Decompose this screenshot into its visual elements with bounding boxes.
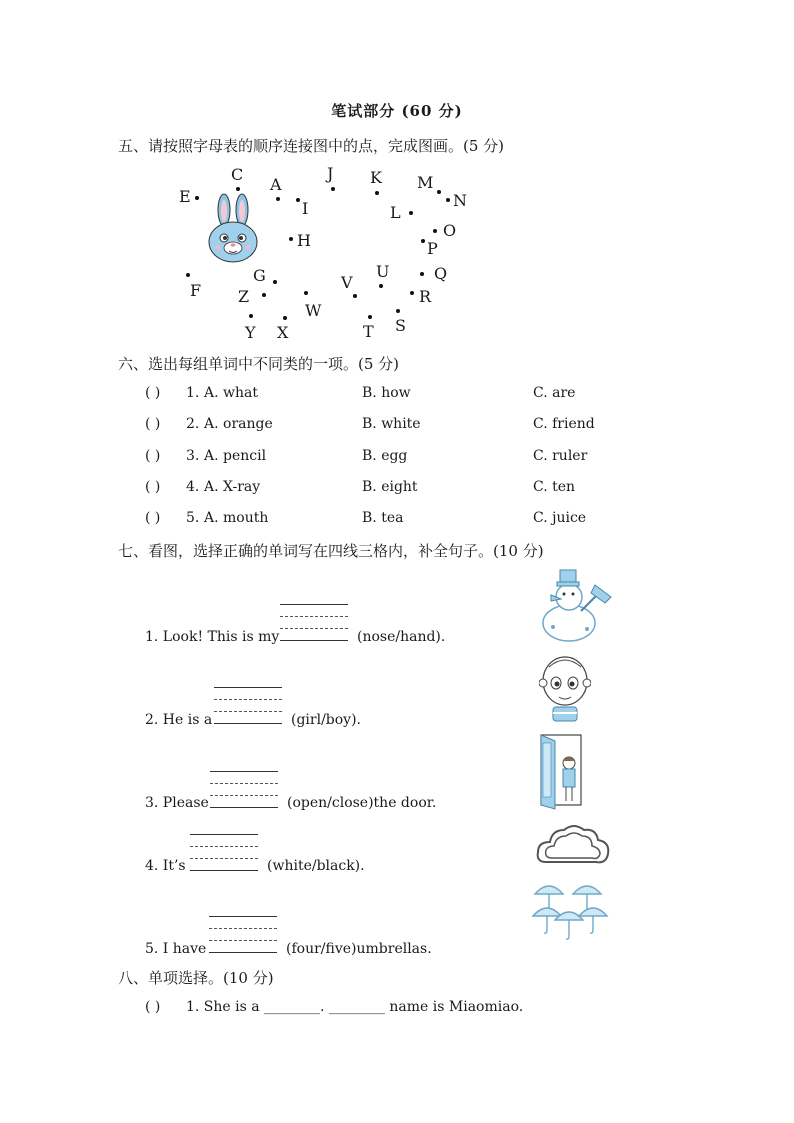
- option-c: C. friend: [533, 416, 595, 432]
- option-a: A. orange: [204, 416, 273, 432]
- answer-paren[interactable]: ( ): [145, 999, 161, 1015]
- word-choice: (white/black).: [267, 858, 365, 874]
- dot-T: [368, 315, 372, 319]
- option-a: A. what: [204, 385, 258, 401]
- dot-M: [437, 190, 441, 194]
- word-choice: (four/five)umbrellas.: [286, 941, 432, 957]
- word-choice: (nose/hand).: [357, 629, 446, 645]
- letter-A: A: [270, 175, 282, 194]
- letter-Y: Y: [245, 323, 256, 342]
- dot-R: [410, 291, 414, 295]
- letter-P: P: [427, 239, 438, 258]
- letter-Q: Q: [434, 264, 448, 283]
- word-choice: (girl/boy).: [291, 712, 361, 728]
- cloud-icon: [534, 818, 612, 870]
- dot-A: [276, 197, 280, 201]
- four-line-writing-box[interactable]: [190, 834, 258, 870]
- dot-O: [433, 229, 437, 233]
- letter-F: F: [190, 281, 202, 300]
- sentence-prefix: 5. I have: [145, 941, 207, 957]
- dot-N: [446, 198, 450, 202]
- option-b: B. white: [362, 416, 421, 432]
- answer-paren[interactable]: ( ): [145, 479, 161, 495]
- boy-face-icon: [539, 653, 591, 723]
- question-number: 2.: [186, 416, 200, 432]
- dot-P: [421, 239, 425, 243]
- letter-R: R: [419, 287, 432, 306]
- letter-O: O: [443, 221, 457, 240]
- answer-paren[interactable]: ( ): [145, 416, 161, 432]
- dot-Y: [249, 314, 253, 318]
- letter-V: V: [341, 273, 353, 292]
- dot-F: [186, 273, 190, 277]
- door-icon: [535, 731, 591, 811]
- section-8-heading: 八、单项选择。(10 分): [118, 969, 274, 987]
- dot-Q: [420, 272, 424, 276]
- option-a: A. pencil: [204, 448, 267, 464]
- dot-W: [304, 291, 308, 295]
- letter-L: L: [390, 203, 401, 222]
- four-line-writing-box[interactable]: [210, 771, 278, 807]
- dot-V: [353, 294, 357, 298]
- option-c: C. ten: [533, 479, 576, 495]
- letter-C: C: [231, 165, 244, 184]
- word-choice: (open/close)the door.: [287, 795, 437, 811]
- option-b: B. tea: [362, 510, 404, 526]
- letter-J: J: [327, 164, 334, 183]
- letter-E: E: [179, 187, 191, 206]
- dot-G: [273, 280, 277, 284]
- letter-I: I: [302, 199, 309, 218]
- section-6-heading: 六、选出每组单词中不同类的一项。(5 分): [118, 355, 400, 373]
- answer-paren[interactable]: ( ): [145, 448, 161, 464]
- dot-J: [331, 187, 335, 191]
- letter-Z: Z: [238, 287, 250, 306]
- letter-K: K: [370, 168, 382, 187]
- option-b: B. eight: [362, 479, 418, 495]
- dot-K: [375, 191, 379, 195]
- snowman-icon: [531, 567, 615, 643]
- dot-I: [296, 198, 300, 202]
- question-number: 5.: [186, 510, 200, 526]
- page-title: 笔试部分 (60 分): [331, 102, 463, 120]
- sentence-prefix: 1. Look! This is my: [145, 629, 280, 645]
- letter-H: H: [297, 231, 311, 250]
- four-line-writing-box[interactable]: [280, 604, 348, 640]
- option-a: A. X-ray: [204, 479, 261, 495]
- option-c: C. ruler: [533, 448, 588, 464]
- rabbit-icon: [205, 192, 260, 264]
- option-b: B. egg: [362, 448, 408, 464]
- question-number: 3.: [186, 448, 200, 464]
- letter-M: M: [417, 173, 434, 192]
- question-number: 4.: [186, 479, 200, 495]
- letter-G: G: [253, 266, 266, 285]
- option-a: A. mouth: [204, 510, 269, 526]
- dot-U: [379, 284, 383, 288]
- four-line-writing-box[interactable]: [209, 916, 277, 952]
- dot-S: [396, 309, 400, 313]
- question-number: 1.: [186, 385, 200, 401]
- option-b: B. how: [362, 385, 411, 401]
- answer-paren[interactable]: ( ): [145, 385, 161, 401]
- four-line-writing-box[interactable]: [214, 687, 282, 723]
- question-text: 1. She is a ________. ________ name is Miaomiao.: [186, 999, 524, 1015]
- sentence-prefix: 2. He is a: [145, 712, 213, 728]
- option-c: C. juice: [533, 510, 587, 526]
- section-5-heading: 五、请按照字母表的顺序连接图中的点，完成图画。(5 分): [118, 137, 505, 155]
- letter-N: N: [453, 191, 467, 210]
- dot-E: [195, 196, 199, 200]
- letter-W: W: [305, 301, 322, 320]
- sentence-prefix: 4. It’s: [145, 858, 186, 874]
- option-c: C. are: [533, 385, 576, 401]
- dot-L: [409, 211, 413, 215]
- sentence-prefix: 3. Please: [145, 795, 209, 811]
- dot-Z: [262, 293, 266, 297]
- letter-U: U: [376, 262, 390, 281]
- answer-paren[interactable]: ( ): [145, 510, 161, 526]
- letter-S: S: [395, 316, 406, 335]
- section-7-heading: 七、看图，选择正确的单词写在四线三格内，补全句子。(10 分): [118, 542, 544, 560]
- letter-X: X: [277, 323, 289, 342]
- umbrellas-icon: [531, 878, 611, 940]
- letter-T: T: [363, 322, 374, 341]
- dot-H: [289, 237, 293, 241]
- dot-C: [236, 187, 240, 191]
- dot-X: [283, 316, 287, 320]
